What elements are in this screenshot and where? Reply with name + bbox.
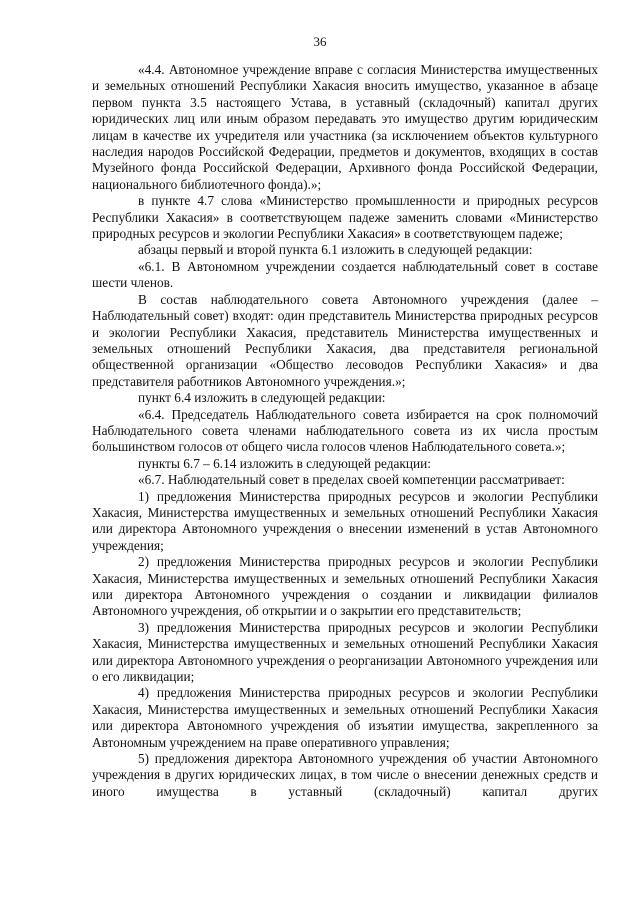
paragraph: В состав наблюдательного совета Автономного учреждения (далее – Наблюдательный совет) входят: один представитель Министерства природных ресурсов и экологии Республики Хакасия, представитель Министерства имущественных и земельных отношений Республики Хакасия, два представителя региональной общественной организации «Общество лесоводов Республики Хакасия» и два представителя работников Автономного учреждения.»; [92,291,598,389]
list-item: 2) предложения Министерства природных ресурсов и экологии Республики Хакасия, Министерства имущественных и земельных отношений Республики Хакасия или директора Автономного учреждения о создании и ликвидации филиалов Автономного учреждения, об открытии и о закрытии его представительств; [92,554,598,619]
list-item: 4) предложения Министерства природных ресурсов и экологии Республики Хакасия, Министерства имущественных и земельных отношений Республики Хакасия или директора Автономного учреждения об изъятии имущества, закрепленного за Автономным учреждением на праве оперативного управления; [92,685,598,750]
paragraph: «4.4. Автономное учреждение вправе с согласия Министерства имущественных и земельных отношений Республики Хакасия вносить имущество, указанное в абзаце первом пункта 3.5 настоящего Устава, в уставный (складочный) капитал других юридических лиц или иным образом передавать это имущество другим юридическим лицам в качестве их учредителя или участника (за исключением объектов культурного наследия народов Российской Федерации, предметов и документов, входящих в состав Музейного фонда Российской Федерации, Архивного фонда Российской Федерации, национального библиотечного фонда).»; [92,62,598,192]
paragraph: «6.1. В Автономном учреждении создается наблюдательный совет в составе шести членов. [92,258,598,291]
list-item: 3) предложения Министерства природных ресурсов и экологии Республики Хакасия, Министерства имущественных и земельных отношений Республики Хакасия или директора Автономного учреждения о реорганизации Автономного учреждения или о его ликвидации; [92,619,598,685]
list-item: 1) предложения Министерства природных ресурсов и экологии Республики Хакасия, Министерства имущественных и земельных отношений Республики Хакасия или директора Автономного учреждения о внесении изменений в устав Автономного учреждения; [92,488,598,553]
document-body [92,62,598,800]
list-item: 5) предложения директора Автономного учреждения об участии Автономного учреждения в других юридических лицах, в том числе о внесении денежных средств и иного имущества в уставный (складочный) капитал других [92,751,598,799]
paragraph: в пункте 4.7 слова «Министерство промышленности и природных ресурсов Республики Хакасия» в соответствующем падеже заменить словами «Министерство природных ресурсов и экологии Республики Хакасия» в соответствующем падеже; [92,193,598,242]
page-number: 36 [313,34,327,49]
paragraph: абзацы первый и второй пункта 6.1 изложить в следующей редакции: [138,242,533,258]
paragraph: пункты 6.7 – 6.14 изложить в следующей редакции: [138,455,431,471]
paragraph: «6.4. Председатель Наблюдательного совета избирается на срок полномочий Наблюдательного совета членами наблюдательного совета из их числа простым большинством голосов от общего числа голосов членов Наблюдательного совета.»; [92,406,598,455]
paragraph: пункт 6.4 изложить в следующей редакции: [138,390,386,406]
paragraph: «6.7. Наблюдательный совет в пределах своей компетенции рассматривает: [138,472,565,488]
